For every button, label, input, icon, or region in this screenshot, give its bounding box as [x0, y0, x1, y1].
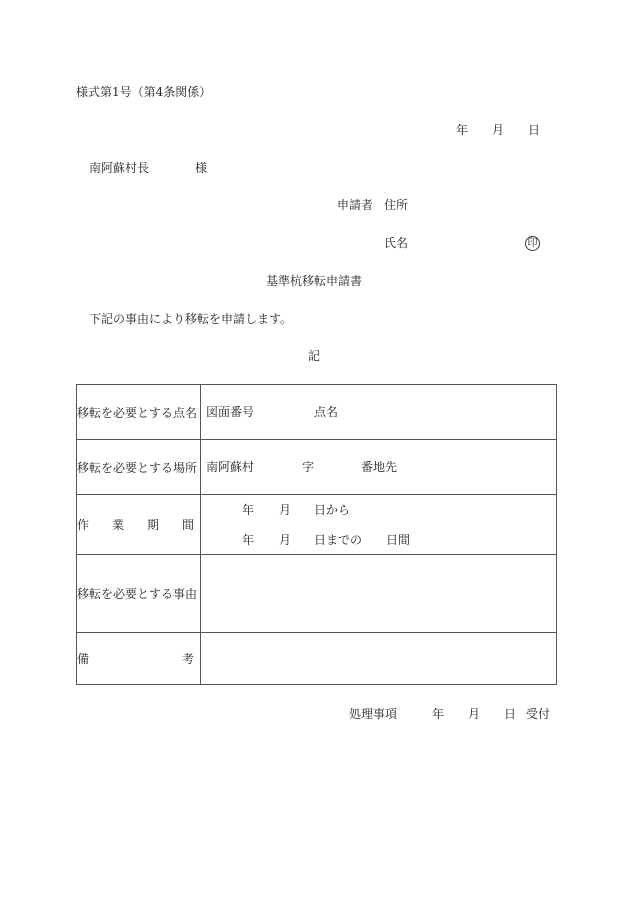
label-char: 間	[181, 518, 194, 532]
date-day: 日	[528, 123, 541, 137]
ki-note: 記	[308, 349, 321, 363]
table-row	[77, 633, 557, 685]
work-period-cell[interactable]	[201, 495, 557, 555]
from-month: 月	[279, 503, 292, 517]
point-name-cell[interactable]	[201, 385, 557, 440]
row-label: 移転を必要とする点名	[77, 385, 201, 440]
seal-icon: 印	[525, 236, 540, 251]
aza-label: 字	[302, 460, 315, 474]
processing-label: 処理事項	[349, 707, 398, 721]
remarks-cell[interactable]	[201, 633, 557, 685]
footer-day: 日	[504, 707, 517, 721]
duration-days: 日間	[386, 533, 411, 547]
form-number: 様式第1号（第4条関係）	[76, 85, 212, 99]
address-label: 住所	[384, 198, 409, 212]
row-label	[77, 633, 201, 685]
point-name-label: 点名	[314, 405, 339, 419]
table-row	[77, 495, 557, 555]
document-title: 基準杭移転申請書	[266, 274, 363, 288]
drawing-number-label: 図面番号	[206, 405, 255, 419]
reason-cell[interactable]	[201, 555, 557, 633]
label-char: 作	[77, 518, 90, 532]
footer-year: 年	[432, 707, 445, 721]
footer-received: 受付	[526, 707, 551, 721]
to-month: 月	[279, 533, 292, 547]
addressee-name: 南阿蘇村長	[89, 161, 150, 175]
date-month: 月	[492, 123, 505, 137]
table-row	[77, 385, 557, 440]
label-char: 業	[111, 518, 124, 532]
label-char: 備	[77, 652, 90, 666]
from-year: 年	[242, 503, 255, 517]
from-day: 日から	[314, 503, 351, 517]
footer-month: 月	[468, 707, 481, 721]
intro-text: 下記の事由により移転を申請します。	[89, 312, 293, 326]
application-table	[76, 384, 557, 685]
applicant-label: 申請者	[337, 198, 374, 212]
row-label	[77, 495, 201, 555]
row-label: 移転を必要とする事由	[77, 555, 201, 633]
name-label: 氏名	[384, 236, 409, 250]
to-day: 日までの	[314, 533, 363, 547]
table-row	[77, 555, 557, 633]
location-cell[interactable]	[201, 440, 557, 495]
addressee-honorific: 様	[195, 161, 208, 175]
row-label: 移転を必要とする場所	[77, 440, 201, 495]
date-year: 年	[456, 123, 469, 137]
label-char: 期	[146, 518, 159, 532]
village-label: 南阿蘇村	[206, 460, 255, 474]
to-year: 年	[242, 533, 255, 547]
table-row	[77, 440, 557, 495]
banchi-label: 番地先	[361, 460, 398, 474]
label-char: 考	[181, 652, 194, 666]
